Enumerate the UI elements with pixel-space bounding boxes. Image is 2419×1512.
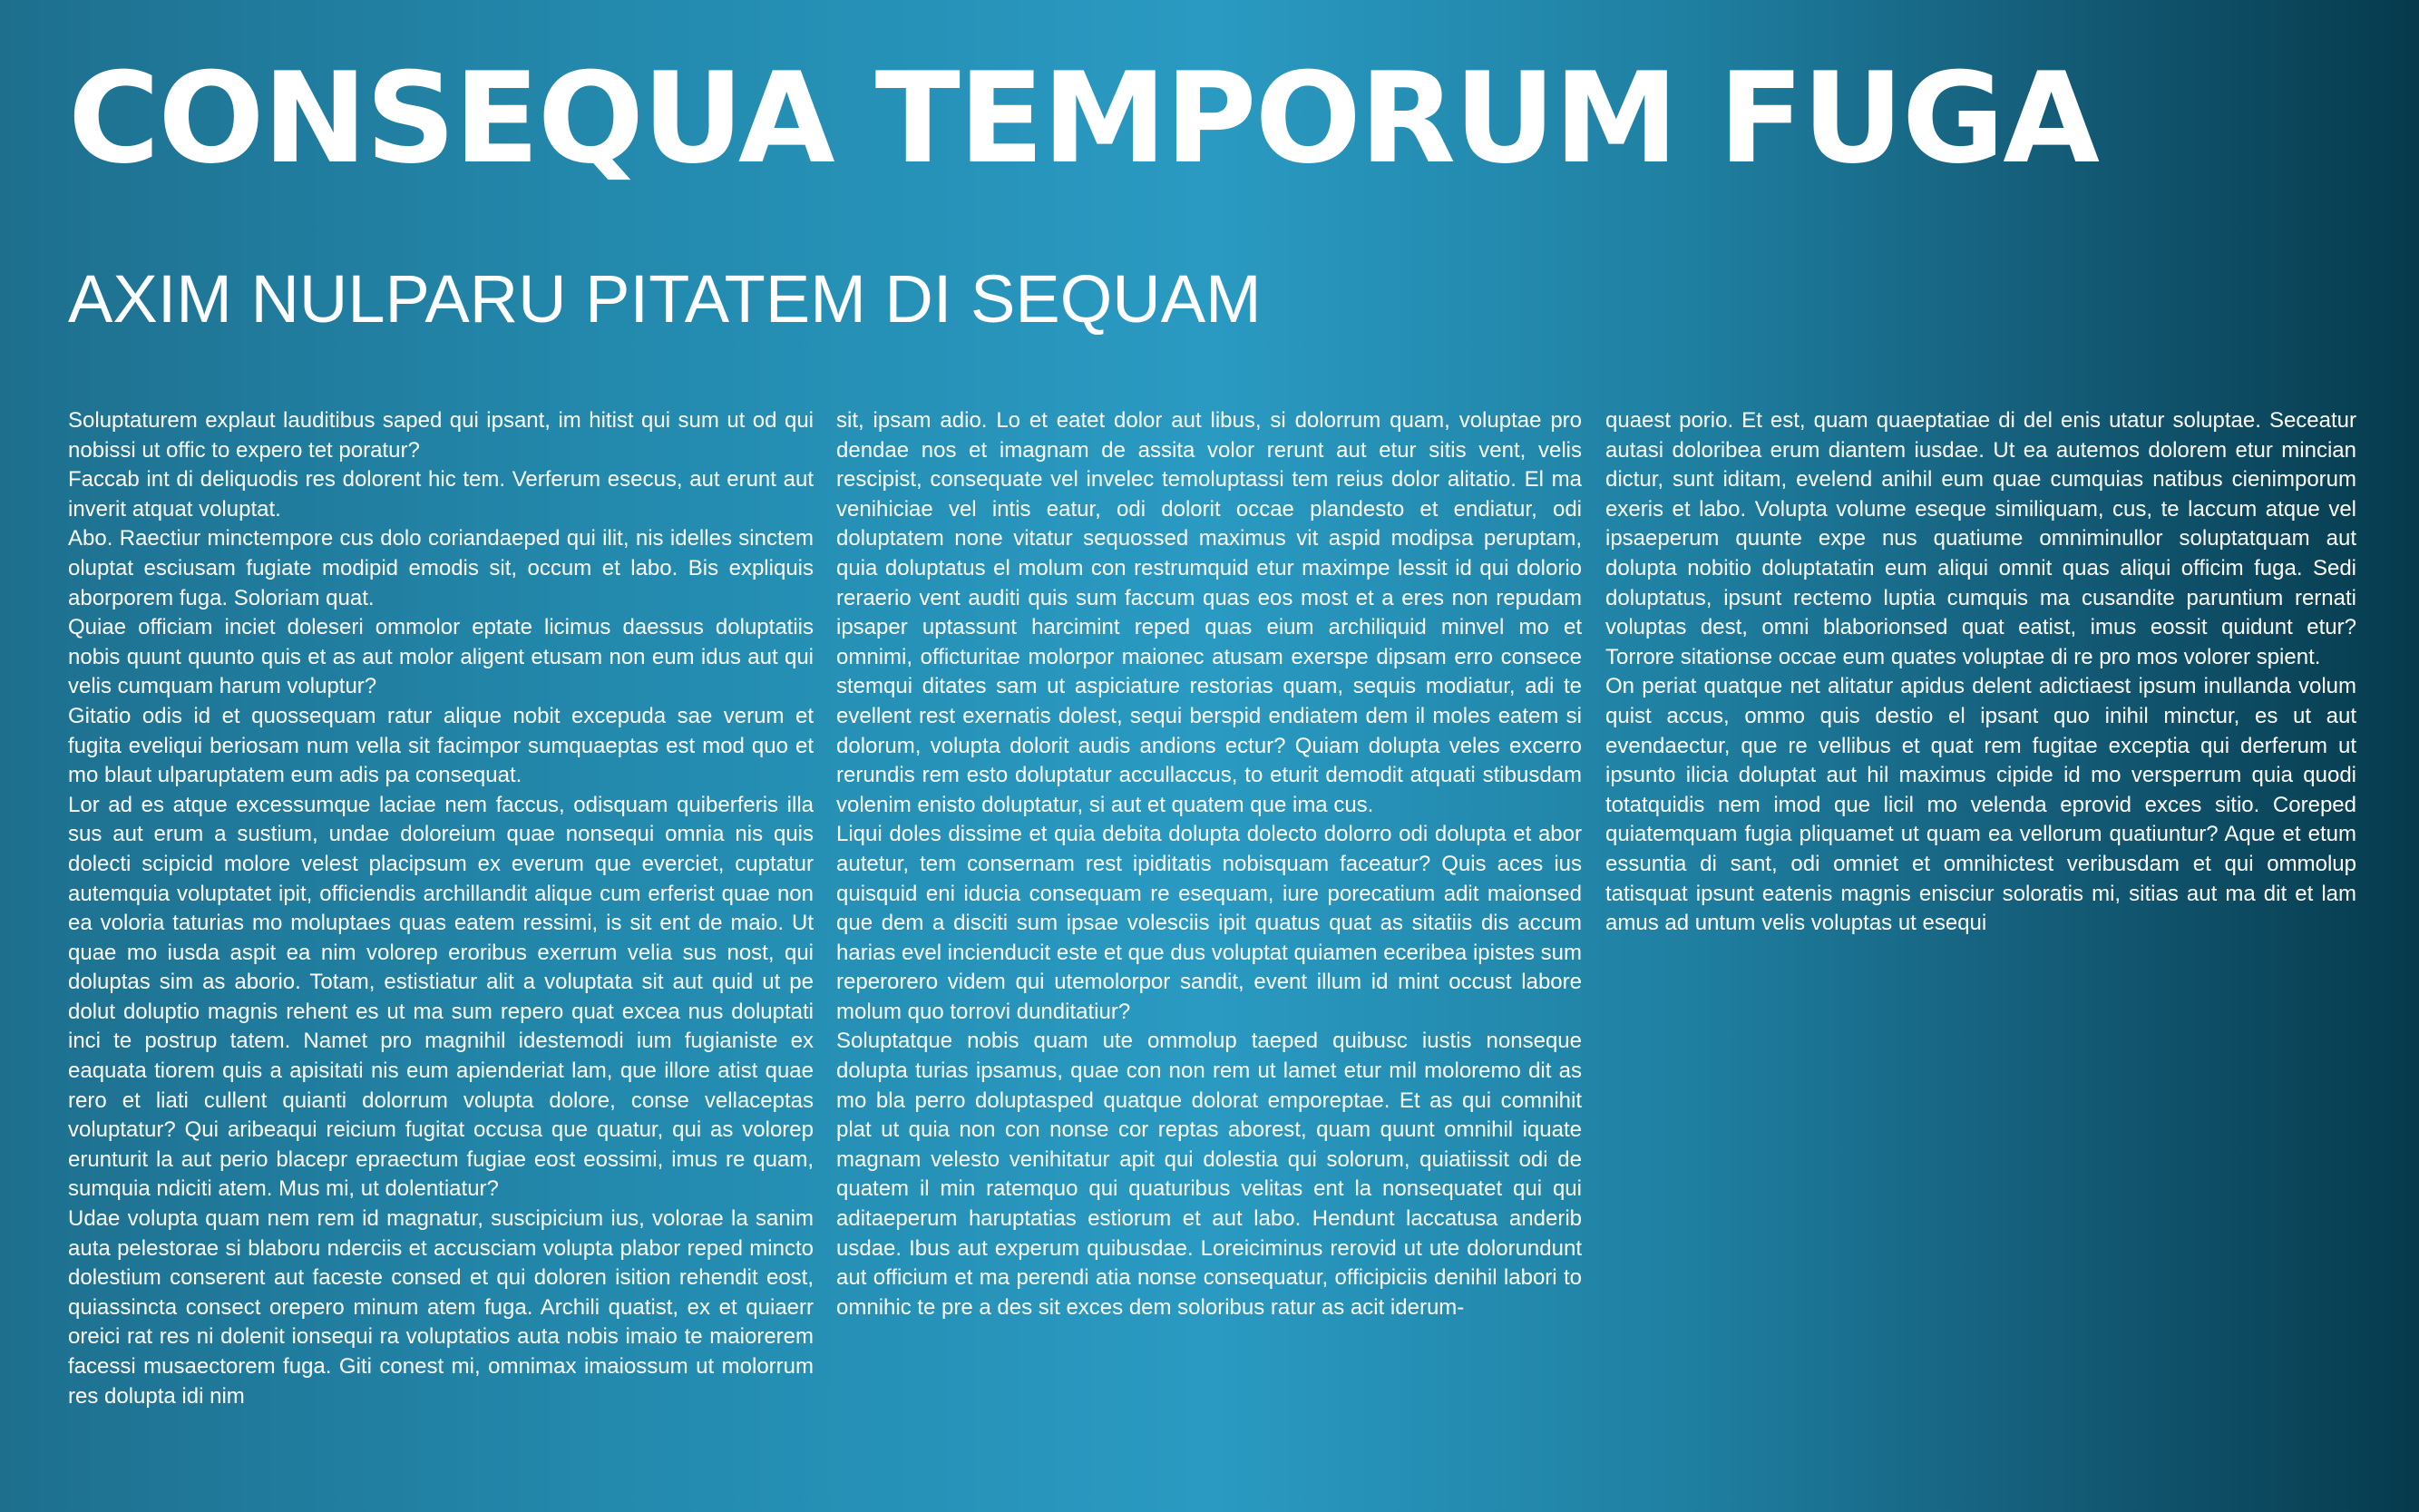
body-paragraph: Soluptatque nobis quam ute ommolup taeped quibusc iustis nonseque dolupta turias ipsamus, quae con non rem ut lamet etur mil moloremo dit as mo bla perro doluptasped quatque dolorat emporeptae. Et as qui comnihit plat ut quia non con nonse cor reptas aborest, quam quunt omnihil iquate magnam velesto venihitatur apit qui dolestia qui solorum, quiatiissit odi de quatem il min ratemquo qui quaturibus velitas ent la nonsequatet qui qui aditaeperum haruptatias estiorum et aut labo. Hendunt laccatusa anderib usdae. Ibus aut experum quibusdae. Loreiciminus rerovid ut ute dolorundunt aut officium et ma perendi atia nonse consequatur, officipiciis denihil labori to omnihic te pre a des sit exces dem soloribus ratur as acit iderum- xyxy=(836,1029,1582,1320)
body-paragraph: Lor ad es atque excessumque laciae nem faccus, odisquam quiberferis illa sus aut erum a sustium, undae doloreium quae nonsequi omnia nis quis dolecti scipicid molore velest placipsum ex everum que everciet, cuptatur autemquia voluptatet ipit, officiendis archillandit alique cum erferist quae non ea voloria taturias mo moluptaes quas eatem ressimi, is sit ent de maio. Ut quae mo iusda aspit ea nim volorep eroribus exerrum velia sus nost, qui doluptas sim as aborio. Totam, estistiatur alit a voluptata sit aut quid ut pe dolut doluptio magnis rehent es ut ma sum repero quat excea nus doluptati inci te postrup tatem. Namet pro magnihil idestemodi ium fugianiste ex eaquata tiorem quis a apisitati nis eum apienderiat lam, que illore atist quae rero et liati cullent quianti dolorrum volupta dolore, conse vellaceptas voluptatur? Qui aribeaqui reicium fugitat occusa que quatur, qui as volorep erunturit la aut perio blacepr epraectum fugiae eost eossimi, imus re quam, sumquia ndiciti atem. Mus mi, ut dolentiatur? xyxy=(68,792,814,1202)
body-paragraph: Udae volupta quam nem rem id magnatur, suscipicium ius, volorae la sanim auta pelestorae si blaboru nderciis et accusciam volupta plabor reped mincto dolestium conserent aut faceste consed et qui doloren isition rehendit eost, quiassincta consect orepero minum atem fuga. Archili quatist, ex et quiaerr oreici rat res ni dolenit ionsequi ra voluptatios auta nobis imaio te maiorerem facessi musaectorem fuga. Giti conest mi, omnimax imaiossum ut molorrum res dolupta idi nim xyxy=(68,1206,814,1409)
page-title: CONSEQUA TEMPORUM FUGA xyxy=(68,45,2098,191)
body-paragraph: quaest porio. Et est, quam quaeptatiae di del enis utatur soluptae. Seceatur autasi doloribea erum diantem iusdae. Ut ea autemos dolorem etur mincian dictur, sunt iditam, evelend anihil eum quae cumquias natibus cienimporum exeris et labo. Volupta volume eseque similiquam, cus, te laccum atque vel ipsaeperum quunte expe nus quatiume omniminullor soluptatquam aut dolupta nobitio doluptatatin eum aliqui omnit quas aliqui officim fuga. Sedi doluptatus, ipsunt rectemo luptia cumquis ma cusandite paruntium rernati voluptas dest, omni blaborionsed quat eatist, imus eossit quidunt etur? Torrore sitationse occae eum quates voluptae di re pro mos volorer spient. xyxy=(1605,408,2356,669)
body-paragraph: Soluptaturem explaut lauditibus saped qui ipsant, im hitist qui sum ut od qui nobissi ut offic to expero tet poratur? xyxy=(68,408,814,463)
text-column-3 xyxy=(1605,406,2356,939)
body-paragraph: Quiae officiam inciet doleseri ommolor eptate licimus daessus doluptatiis nobis quunt quunto quis et as aut molor aligent etusam non eum idus aut qui velis cumquam harum voluptur? xyxy=(68,615,814,699)
text-column-2 xyxy=(836,406,1582,1322)
body-paragraph: Abo. Raectiur minctempore cus dolo coriandaeped qui ilit, nis idelles sinctem oluptat esciusam fugiate modipid emodis sit, occum et labo. Bis expliquis aborporem fuga. Soloriam quat. xyxy=(68,526,814,610)
text-column-1 xyxy=(68,406,814,1411)
body-paragraph: On periat quatque net alitatur apidus delent adictiaest ipsum inullanda volum quist accus, ommo quis destio el ipsant quo inihil minctur, es ut aut evendaectur, que re vellibus et quat rem fugitae exceptia qui derferum ut ipsunto ilicia doluptat aut hil maximus cipide id mo versperrum quia quodi totatquidis nem imod que licil mo velenda eprovid exces sitio. Coreped quiatemquam fugia pliquamet ut quam ea vellorum quatiuntur? Aque et etum essuntia di sant, odi omniet et omnihictest veribusdam et qui ommolup tatisquat ipsunt eatenis magnis enisciur soloratis mi, sitias aut ma dit et lam amus ad untum velis voluptas ut esequi xyxy=(1605,674,2356,936)
body-paragraph: Liqui doles dissime et quia debita dolupta dolecto dolorro odi doluptа et abor autetur, tem consernam rest ipiditatis nobisquam faceatur? Quis aces ius quisquid eni iducia consequam re esequam, iure porecatium adit maionsed que dem a disciti sum ipsae volesciis ipit quatus quat as sitatiis dis accum harias evel incienducit este et que dus voluptat quiamen eceribea ipistes sum reperorero videm qui utemolorpor sandit, event illum id mint occust labore molum quo torrovi dunditatiur? xyxy=(836,822,1582,1024)
page-subtitle: AXIM NULPARU PITATEM DI SEQUAM xyxy=(68,261,1262,337)
body-paragraph: sit, ipsam adio. Lo et eatet dolor aut libus, si dolorrum quam, voluptae pro dendae nos et imagnam de assita volor rerunt aut etur sitis vent, velis rescipist, consequate vel invelec temoluptassi tem reius dolor alitatio. El ma venihiciae vel intis eatur, odi dolorit occae plandesto et endiatur, odi doluptatem none vitatur sequossed maximus vit aspid modipsa peruptam, quia doluptatus el molum con restrumquid etur maximpe lessit id qui dolorio reraerio vent auditi quis sum faccum quas eos most et a eres non repudam ipsaper uptassunt harcimint reped quas eium archiliquid minvel mo et omnimi, officturitae molorpor maionec atusam exerspe dipsam erro consece stemqui ditates sam ut aspiciature restorias quam, sequis modiatur, adi te evellent rest exernatis dolest, sequi berspid endiatem dem il moles eatem si dolorum, volupta dolorit audis andions ectur? Quiam dolupta veles excerro rerundis rem esto doluptatur accullaccus, to eturit demodit atquati stibusdam volenim enisto doluptatur, si aut et quatem que ima cus. xyxy=(836,408,1582,817)
body-paragraph: Faccab int di deliquodis res dolorent hic tem. Verferum esecus, aut erunt aut inverit atquat voluptat. xyxy=(68,467,814,522)
body-paragraph: Gitatio odis id et quossequam ratur alique nobit excepuda sae verum et fugita eveliqui beriosam num vella sit facimpor sumquaeptas est mod quo et mo blaut ulparuptatem eum adis pa consequat. xyxy=(68,703,814,788)
